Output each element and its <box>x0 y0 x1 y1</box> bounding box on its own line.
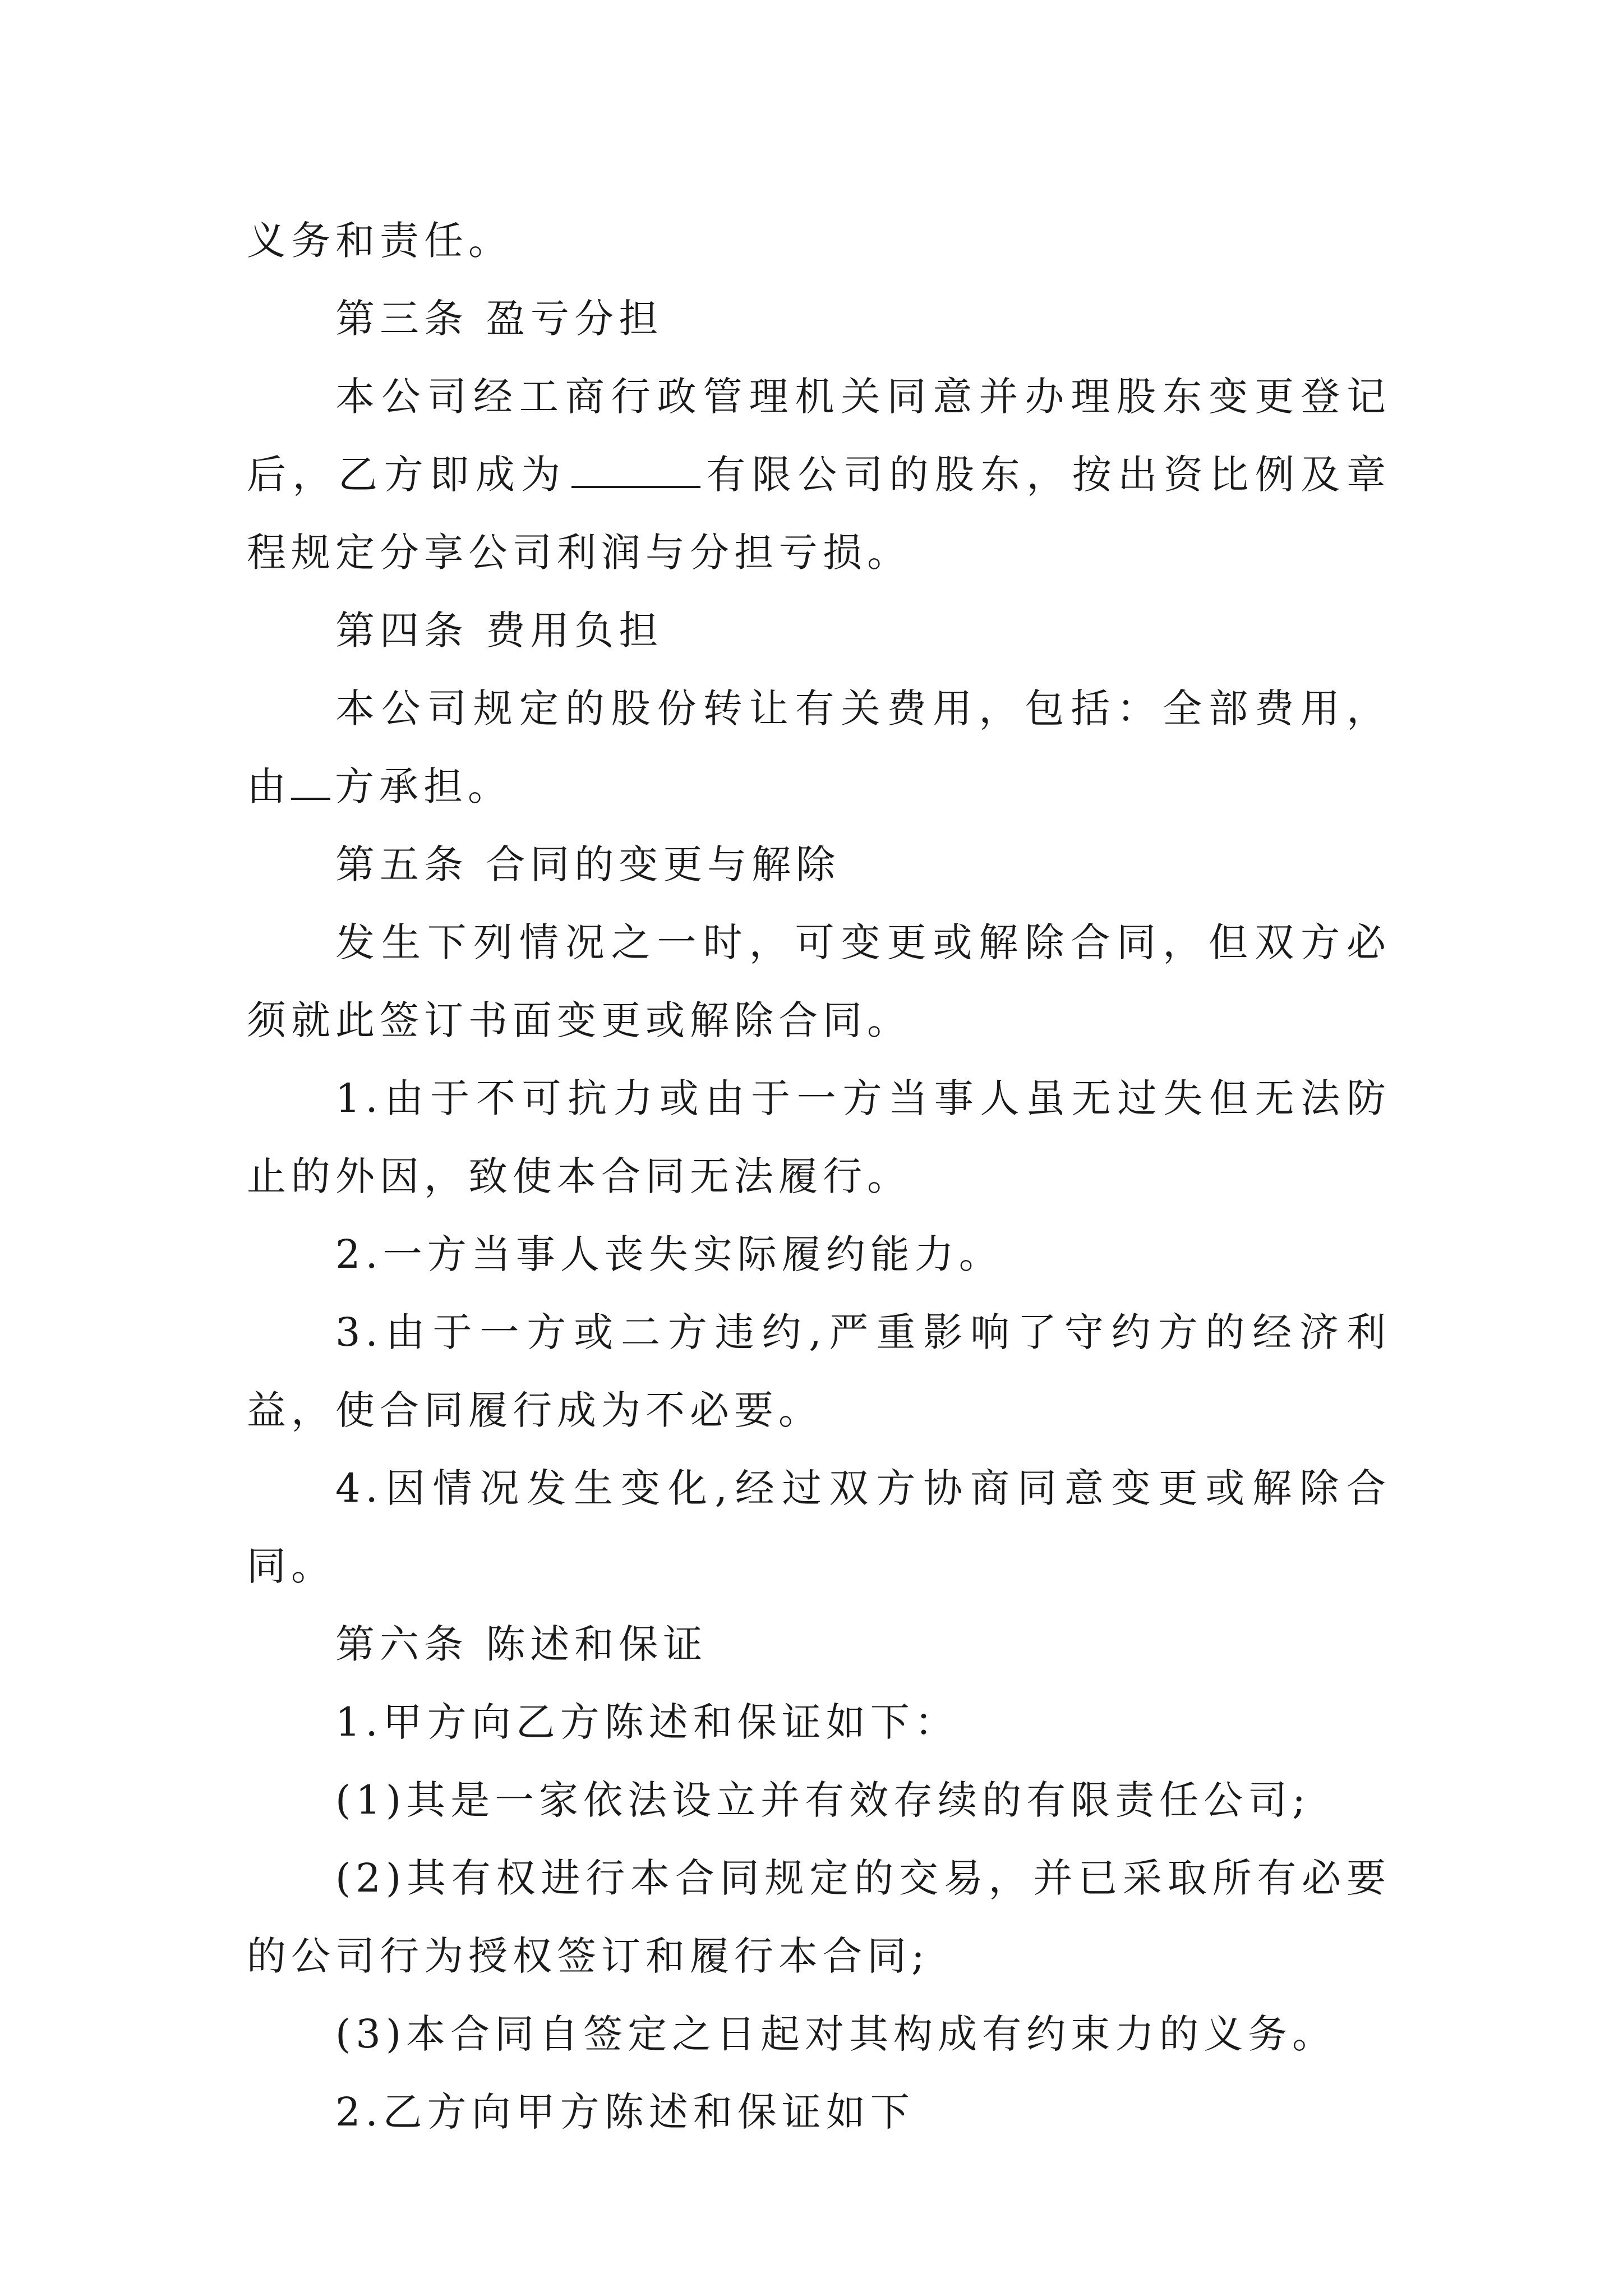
article-3-text-a: 本公司经工商行政管理机关同意并办理股东变更登记后，乙方即成为 <box>247 374 1391 498</box>
article-4-body <box>247 670 1391 826</box>
paragraph-continuation: 义务和责任。 <box>247 218 513 264</box>
company-name-blank <box>571 452 700 488</box>
article-3-text-b: 有限公司的股东，按出资比例及章程规定分享公司利润与分担亏损。 <box>247 452 1391 576</box>
article-5-item-4: 4.因情况发生变化,经过双方协商同意变更或解除合同。 <box>247 1465 1391 1589</box>
document-body <box>247 202 1391 2151</box>
article-6-item-1-1: (1)其是一家依法设立并有效存续的有限责任公司; <box>335 1777 1311 1823</box>
article-5-item-3: 3.由于一方或二方违约,严重影响了守约方的经济利益，使合同履行成为不必要。 <box>247 1309 1391 1433</box>
article-4-heading: 第四条 费用负担 <box>335 608 663 654</box>
article-6-heading: 第六条 陈述和保证 <box>335 1621 708 1667</box>
article-4-text-a: 本公司规定的股份转让有关费用，包括：全部费用，由 <box>247 685 1391 809</box>
article-5-heading: 第五条 合同的变更与解除 <box>335 841 841 887</box>
article-4-text-b: 方承担。 <box>335 763 512 809</box>
article-5-item-1: 1.由于不可抗力或由于一方当事人虽无过失但无法防止的外因，致使本合同无法履行。 <box>247 1075 1391 1199</box>
article-5-intro: 发生下列情况之一时，可变更或解除合同，但双方必须就此签订书面变更或解除合同。 <box>247 919 1391 1043</box>
article-6-item-1: 1.甲方向乙方陈述和保证如下： <box>335 1699 959 1745</box>
article-6-item-1-3: (3)本合同自签定之日起对其构成有约束力的义务。 <box>335 2011 1337 2057</box>
article-6-item-2: 2.乙方向甲方陈述和保证如下 <box>335 2089 915 2135</box>
party-blank <box>291 764 330 800</box>
article-3-body <box>247 358 1391 592</box>
article-3-heading: 第三条 盈亏分担 <box>335 296 663 342</box>
article-5-item-2: 2.一方当事人丧失实际履约能力。 <box>335 1231 1003 1277</box>
article-6-item-1-2: (2)其有权进行本合同规定的交易，并已采取所有必要的公司行为授权签订和履行本合同; <box>247 1855 1391 1979</box>
